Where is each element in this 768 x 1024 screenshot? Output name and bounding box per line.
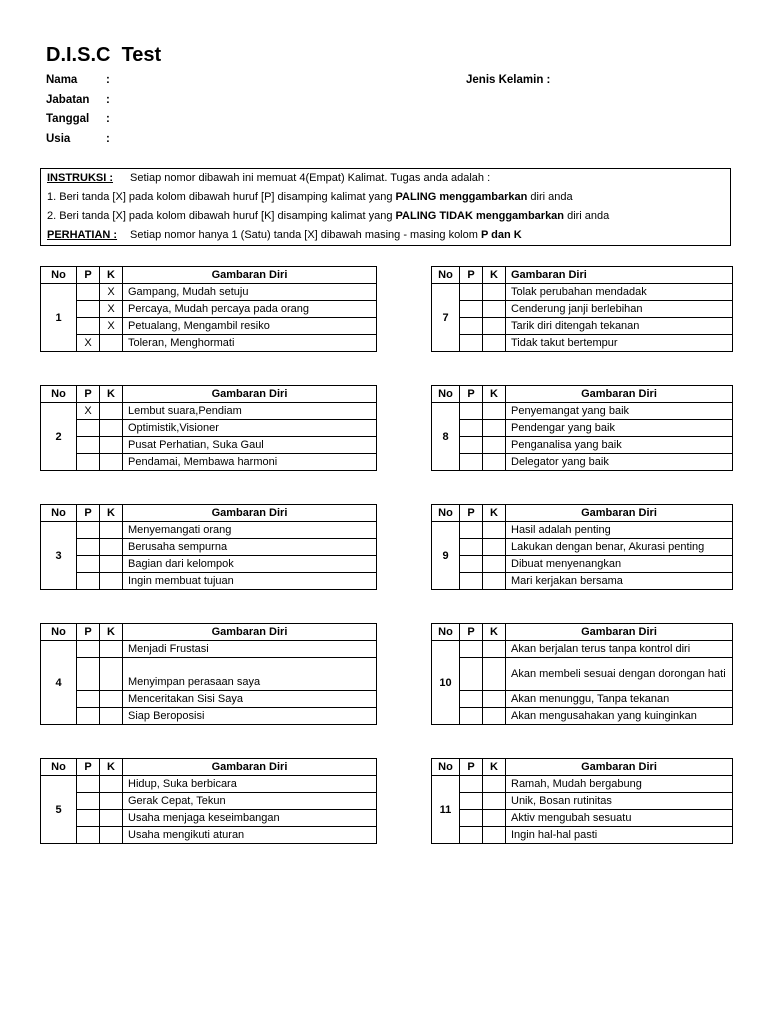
disc-table-5 <box>40 758 377 844</box>
p-cell[interactable] <box>460 437 483 454</box>
header-gambaran-diri: Gambaran Diri <box>123 267 377 284</box>
table-row <box>432 641 733 658</box>
k-cell[interactable] <box>483 573 506 590</box>
p-cell[interactable] <box>77 810 100 827</box>
field-jenis-kelamin <box>466 74 550 86</box>
group-number: 11 <box>432 776 460 844</box>
perhatian-label: PERHATIAN : <box>47 229 118 241</box>
header-k: K <box>483 759 506 776</box>
page-title: D.I.S.C Test <box>46 44 162 66</box>
p-cell[interactable] <box>77 437 100 454</box>
k-cell[interactable] <box>483 827 506 844</box>
table-row <box>432 420 733 437</box>
table-row <box>41 708 377 725</box>
k-cell[interactable] <box>100 539 123 556</box>
header-p: P <box>460 267 483 284</box>
description-cell: Lakukan dengan benar, Akurasi penting <box>506 539 733 556</box>
k-cell[interactable] <box>483 335 506 352</box>
header-k: K <box>100 759 123 776</box>
p-cell[interactable]: X <box>77 335 100 352</box>
p-cell[interactable] <box>77 708 100 725</box>
description-cell: Tarik diri ditengah tekanan <box>506 318 733 335</box>
k-cell[interactable] <box>483 454 506 471</box>
disc-table-2 <box>40 385 377 471</box>
description-cell: Dibuat menyenangkan <box>506 556 733 573</box>
header-k: K <box>483 267 506 284</box>
instruction-text-3b: PALING TIDAK menggambarkan <box>395 210 565 222</box>
table-header-row <box>432 505 733 522</box>
p-cell[interactable] <box>460 403 483 420</box>
header-gambaran-diri: Gambaran Diri <box>123 624 377 641</box>
instructions-box <box>40 168 731 246</box>
k-cell[interactable] <box>100 420 123 437</box>
k-cell[interactable] <box>100 522 123 539</box>
k-cell[interactable] <box>100 691 123 708</box>
table-row <box>432 573 733 590</box>
p-cell[interactable] <box>77 556 100 573</box>
p-cell[interactable]: X <box>77 403 100 420</box>
description-cell: Menceritakan Sisi Saya <box>123 691 377 708</box>
table-row <box>41 454 377 471</box>
k-cell[interactable] <box>100 437 123 454</box>
field-nama-colon: : <box>106 74 110 86</box>
header-k: K <box>483 624 506 641</box>
k-cell[interactable] <box>100 776 123 793</box>
description-cell: Cenderung janji berlebihan <box>506 301 733 318</box>
description-cell: Unik, Bosan rutinitas <box>506 793 733 810</box>
description-cell: Bagian dari kelompok <box>123 556 377 573</box>
k-cell[interactable] <box>483 437 506 454</box>
description-cell: Pendamai, Membawa harmoni <box>123 454 377 471</box>
p-cell[interactable] <box>77 454 100 471</box>
field-jabatan-label: Jabatan <box>46 94 90 106</box>
field-usia-label: Usia <box>46 133 71 145</box>
header-p: P <box>460 624 483 641</box>
table-header-row <box>41 267 377 284</box>
k-cell[interactable] <box>483 793 506 810</box>
p-cell[interactable] <box>460 301 483 318</box>
header-gambaran-diri: Gambaran Diri <box>506 386 733 403</box>
p-cell[interactable] <box>77 420 100 437</box>
field-jabatan-colon: : <box>106 94 110 106</box>
instruction-text-3c: diri anda <box>564 210 610 222</box>
table-row <box>41 810 377 827</box>
header-no: No <box>41 624 77 641</box>
group-number: 1 <box>41 284 77 352</box>
group-number: 7 <box>432 284 460 352</box>
description-cell: Siap Beroposisi <box>123 708 377 725</box>
p-cell[interactable] <box>460 454 483 471</box>
instruction-line-1 <box>47 172 490 184</box>
p-cell[interactable] <box>460 539 483 556</box>
k-cell[interactable] <box>483 810 506 827</box>
description-cell: Berusaha sempurna <box>123 539 377 556</box>
description-cell: Mari kerjakan bersama <box>506 573 733 590</box>
k-cell[interactable] <box>100 454 123 471</box>
description-cell: Penganalisa yang baik <box>506 437 733 454</box>
table-row <box>432 437 733 454</box>
table-row <box>41 301 377 318</box>
description-cell: Tolak perubahan mendadak <box>506 284 733 301</box>
description-cell: Pusat Perhatian, Suka Gaul <box>123 437 377 454</box>
instruction-line-3 <box>47 210 609 222</box>
table-row <box>41 539 377 556</box>
description-cell: Pendengar yang baik <box>506 420 733 437</box>
description-cell: Percaya, Mudah percaya pada orang <box>123 301 377 318</box>
header-no: No <box>432 267 460 284</box>
table-header-row <box>432 759 733 776</box>
group-number: 10 <box>432 641 460 725</box>
field-nama <box>46 74 110 86</box>
description-cell: Ingin membuat tujuan <box>123 573 377 590</box>
group-number: 3 <box>41 522 77 590</box>
p-cell[interactable] <box>460 284 483 301</box>
header-k: K <box>100 624 123 641</box>
description-cell: Penyemangat yang baik <box>506 403 733 420</box>
description-cell: Lembut suara,Pendiam <box>123 403 377 420</box>
k-cell[interactable] <box>100 658 123 691</box>
header-no: No <box>432 759 460 776</box>
table-row <box>41 522 377 539</box>
p-cell[interactable] <box>77 658 100 691</box>
description-cell: Akan berjalan terus tanpa kontrol diri <box>506 641 733 658</box>
p-cell[interactable] <box>460 556 483 573</box>
description-cell: Optimistik,Visioner <box>123 420 377 437</box>
table-header-row <box>432 624 733 641</box>
table-row <box>432 522 733 539</box>
p-cell[interactable] <box>460 318 483 335</box>
description-cell: Ingin hal-hal pasti <box>506 827 733 844</box>
k-cell[interactable] <box>100 556 123 573</box>
p-cell[interactable] <box>460 641 483 658</box>
header-no: No <box>41 759 77 776</box>
k-cell[interactable] <box>483 691 506 708</box>
k-cell[interactable] <box>483 556 506 573</box>
p-cell[interactable] <box>77 793 100 810</box>
k-cell[interactable] <box>483 658 506 691</box>
k-cell[interactable] <box>483 539 506 556</box>
k-cell[interactable]: X <box>100 318 123 335</box>
table-row <box>432 708 733 725</box>
k-cell[interactable]: X <box>100 284 123 301</box>
p-cell[interactable] <box>460 573 483 590</box>
description-cell: Toleran, Menghormati <box>123 335 377 352</box>
instruction-line-4 <box>47 229 522 241</box>
p-cell[interactable] <box>460 522 483 539</box>
table-row <box>41 437 377 454</box>
header-p: P <box>460 505 483 522</box>
table-row <box>41 691 377 708</box>
description-cell: Menjadi Frustasi <box>123 641 377 658</box>
description-cell: Petualang, Mengambil resiko <box>123 318 377 335</box>
table-row <box>41 793 377 810</box>
p-cell[interactable] <box>460 810 483 827</box>
table-row <box>41 776 377 793</box>
table-header-row <box>41 505 377 522</box>
instruction-text-3a: 2. Beri tanda [X] pada kolom dibawah huruf [K] disamping kalimat yang <box>47 210 396 222</box>
k-cell[interactable] <box>100 708 123 725</box>
p-cell[interactable] <box>77 827 100 844</box>
k-cell[interactable] <box>483 420 506 437</box>
table-row <box>41 284 377 301</box>
table-row <box>432 658 733 691</box>
table-row <box>432 318 733 335</box>
table-row <box>41 573 377 590</box>
header-p: P <box>77 759 100 776</box>
disc-table-8 <box>431 385 733 471</box>
instruction-line-2 <box>47 191 573 203</box>
p-cell[interactable] <box>460 658 483 691</box>
p-cell[interactable] <box>77 573 100 590</box>
description-cell: Menyemangati orang <box>123 522 377 539</box>
p-cell[interactable] <box>77 539 100 556</box>
k-cell[interactable] <box>100 403 123 420</box>
group-number: 4 <box>41 641 77 725</box>
description-cell: Hidup, Suka berbicara <box>123 776 377 793</box>
table-row <box>432 793 733 810</box>
table-row <box>41 335 377 352</box>
table-row <box>432 539 733 556</box>
header-no: No <box>432 386 460 403</box>
p-cell[interactable] <box>77 641 100 658</box>
header-gambaran-diri: Gambaran Diri <box>123 505 377 522</box>
instruction-text-2a: 1. Beri tanda [X] pada kolom dibawah huruf [P] disamping kalimat yang <box>47 191 396 203</box>
description-cell: Ramah, Mudah bergabung <box>506 776 733 793</box>
p-cell[interactable] <box>77 301 100 318</box>
table-row <box>432 556 733 573</box>
table-row <box>432 301 733 318</box>
table-row <box>432 454 733 471</box>
k-cell[interactable] <box>483 284 506 301</box>
table-row <box>41 658 377 691</box>
description-cell: Akan membeli sesuai dengan dorongan hati <box>506 658 733 691</box>
header-p: P <box>460 759 483 776</box>
header-gambaran-diri: Gambaran Diri <box>123 386 377 403</box>
p-cell[interactable] <box>77 318 100 335</box>
table-header-row <box>41 759 377 776</box>
p-cell[interactable] <box>460 420 483 437</box>
field-tanggal <box>46 113 110 125</box>
instruction-text-4b: P dan K <box>480 229 522 241</box>
header-no: No <box>41 505 77 522</box>
disc-table-4 <box>40 623 377 725</box>
p-cell[interactable] <box>460 827 483 844</box>
table-row <box>41 318 377 335</box>
header-k: K <box>100 505 123 522</box>
header-no: No <box>41 386 77 403</box>
instruksi-label: INSTRUKSI : <box>47 172 113 184</box>
p-cell[interactable] <box>77 691 100 708</box>
table-row <box>41 556 377 573</box>
description-cell: Gampang, Mudah setuju <box>123 284 377 301</box>
header-p: P <box>77 505 100 522</box>
header-k: K <box>483 386 506 403</box>
description-cell: Usaha mengikuti aturan <box>123 827 377 844</box>
header-p: P <box>77 386 100 403</box>
disc-table-10 <box>431 623 733 725</box>
instruction-text-2b: PALING menggambarkan <box>395 191 528 203</box>
k-cell[interactable] <box>483 318 506 335</box>
group-number: 5 <box>41 776 77 844</box>
field-jenis-kelamin-label: Jenis Kelamin : <box>466 74 551 86</box>
field-tanggal-label: Tanggal <box>46 113 90 125</box>
description-cell: Akan menunggu, Tanpa tekanan <box>506 691 733 708</box>
p-cell[interactable] <box>460 793 483 810</box>
p-cell[interactable] <box>460 335 483 352</box>
instruction-text-4a: Setiap nomor hanya 1 (Satu) tanda [X] dibawah masing - masing kolom <box>130 229 481 241</box>
k-cell[interactable] <box>483 522 506 539</box>
p-cell[interactable] <box>460 776 483 793</box>
header-no: No <box>432 505 460 522</box>
description-cell: Usaha menjaga keseimbangan <box>123 810 377 827</box>
instruction-text-2c: diri anda <box>527 191 573 203</box>
table-row <box>432 403 733 420</box>
group-number: 2 <box>41 403 77 471</box>
disc-table-11 <box>431 758 733 844</box>
header-gambaran-diri: Gambaran Diri <box>123 759 377 776</box>
description-cell: Hasil adalah penting <box>506 522 733 539</box>
p-cell[interactable] <box>460 691 483 708</box>
table-header-row <box>41 386 377 403</box>
header-p: P <box>460 386 483 403</box>
header-gambaran-diri: Gambaran Diri <box>506 624 733 641</box>
p-cell[interactable] <box>77 776 100 793</box>
table-row <box>432 691 733 708</box>
k-cell[interactable] <box>100 641 123 658</box>
instruction-text-1: Setiap nomor dibawah ini memuat 4(Empat) Kalimat. Tugas anda adalah : <box>130 172 491 184</box>
description-cell: Menyimpan perasaan saya <box>123 658 377 691</box>
group-number: 8 <box>432 403 460 471</box>
disc-table-9 <box>431 504 733 590</box>
table-header-row <box>41 624 377 641</box>
header-gambaran-diri: Gambaran Diri <box>506 759 733 776</box>
k-cell[interactable] <box>483 301 506 318</box>
field-jabatan <box>46 94 110 106</box>
field-usia-colon: : <box>106 133 110 145</box>
k-cell[interactable] <box>100 810 123 827</box>
p-cell[interactable] <box>77 284 100 301</box>
description-cell: Gerak Cepat, Tekun <box>123 793 377 810</box>
table-row <box>432 776 733 793</box>
header-no: No <box>41 267 77 284</box>
k-cell[interactable] <box>483 403 506 420</box>
k-cell[interactable] <box>100 335 123 352</box>
field-usia <box>46 133 110 145</box>
header-p: P <box>77 624 100 641</box>
k-cell[interactable] <box>100 827 123 844</box>
p-cell[interactable] <box>460 708 483 725</box>
k-cell[interactable]: X <box>100 301 123 318</box>
k-cell[interactable] <box>100 573 123 590</box>
header-gambaran-diri: Gambaran Diri <box>506 505 733 522</box>
field-tanggal-colon: : <box>106 113 110 125</box>
k-cell[interactable] <box>483 641 506 658</box>
disc-table-7 <box>431 266 733 352</box>
header-p: P <box>77 267 100 284</box>
table-row <box>41 641 377 658</box>
header-no: No <box>432 624 460 641</box>
header-k: K <box>100 386 123 403</box>
k-cell[interactable] <box>483 776 506 793</box>
disc-table-1 <box>40 266 377 352</box>
disc-table-3 <box>40 504 377 590</box>
header-k: K <box>483 505 506 522</box>
header-k: K <box>100 267 123 284</box>
table-row <box>432 284 733 301</box>
k-cell[interactable] <box>100 793 123 810</box>
table-row <box>41 403 377 420</box>
description-cell: Delegator yang baik <box>506 454 733 471</box>
header-gambaran-diri: Gambaran Diri <box>506 267 733 284</box>
p-cell[interactable] <box>77 522 100 539</box>
table-header-row <box>432 267 733 284</box>
table-row <box>432 827 733 844</box>
table-header-row <box>432 386 733 403</box>
description-cell: Tidak takut bertempur <box>506 335 733 352</box>
table-row <box>432 810 733 827</box>
k-cell[interactable] <box>483 708 506 725</box>
table-row <box>432 335 733 352</box>
description-cell: Aktiv mengubah sesuatu <box>506 810 733 827</box>
field-nama-label: Nama <box>46 74 78 86</box>
group-number: 9 <box>432 522 460 590</box>
table-row <box>41 827 377 844</box>
table-row <box>41 420 377 437</box>
description-cell: Akan mengusahakan yang kuinginkan <box>506 708 733 725</box>
